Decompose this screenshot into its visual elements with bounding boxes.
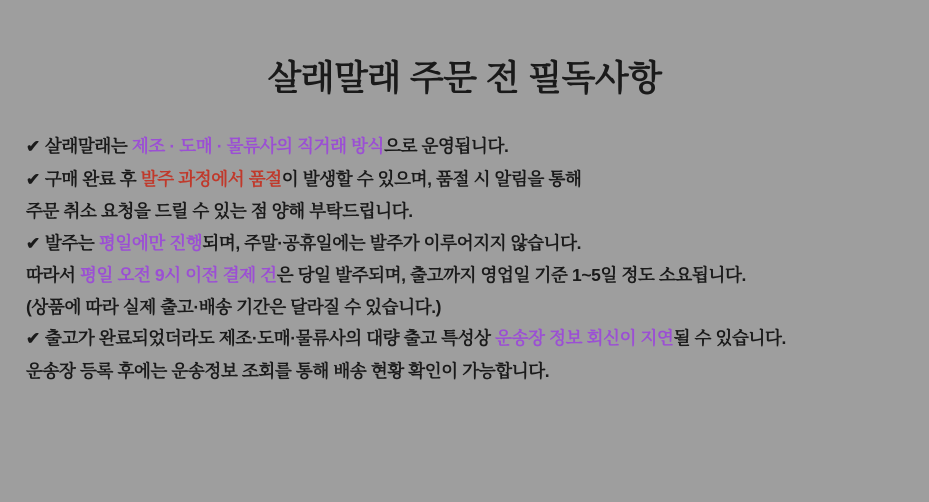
notice-text: 운송장 등록 후에는 운송정보 조회를 통해 배송 현황 확인이 가능합니다.: [26, 360, 550, 381]
notice-item: [26, 232, 911, 253]
notice-text: (상품에 따라 실제 출고·배송 기간은 달라질 수 있습니다.): [26, 296, 442, 317]
notice-text: 이 발생할 수 있으며, 품절 시 알림을 통해: [281, 168, 582, 189]
notice-highlight: 제조 · 도매 · 물류사의 직거래 방식: [131, 136, 385, 156]
notice-text: 되며, 주말·공휴일에는 발주가 이루어지지 않습니다.: [202, 232, 582, 253]
check-icon: ✔: [26, 169, 40, 189]
notice-text: 될 수 있습니다.: [673, 328, 786, 348]
check-icon: ✔: [26, 329, 40, 348]
notice-item: [26, 330, 911, 348]
check-icon: ✔: [26, 137, 40, 156]
page-title: 살래말래 주문 전 필독사항: [267, 59, 662, 98]
notice-item: [26, 168, 911, 189]
notice-continuation: [26, 267, 911, 285]
notice-text: 주문 취소 요청을 드릴 수 있는 점 양해 부탁드립니다.: [26, 201, 413, 221]
notice-continuation: [26, 296, 911, 317]
notice-text: 살래말래는: [44, 136, 132, 156]
notice-text: 따라서: [26, 265, 80, 285]
notice-highlight: 평일 오전 9시 이전 결제 건: [79, 265, 277, 285]
notice-text: 출고가 완료되었더라도 제조·도매·물류사의 대량 출고 특성상: [44, 328, 496, 348]
notice-text: 발주는: [44, 232, 99, 253]
check-icon: ✔: [26, 233, 40, 253]
notice-continuation: [26, 203, 911, 221]
notice-highlight: 평일에만 진행: [98, 232, 203, 253]
notice-text: 으로 운영됩니다.: [384, 136, 509, 156]
notice-body: [0, 138, 929, 380]
notice-highlight: 발주 과정에서 품절: [140, 168, 282, 189]
notice-text: 은 당일 발주되며, 출고까지 영업일 기준 1~5일 정도 소요됩니다.: [276, 265, 746, 285]
notice-continuation: [26, 360, 911, 381]
notice-text: 구매 완료 후: [44, 168, 141, 189]
notice-highlight: 운송장 정보 회신이 지연: [495, 328, 674, 348]
notice-item: [26, 138, 911, 156]
